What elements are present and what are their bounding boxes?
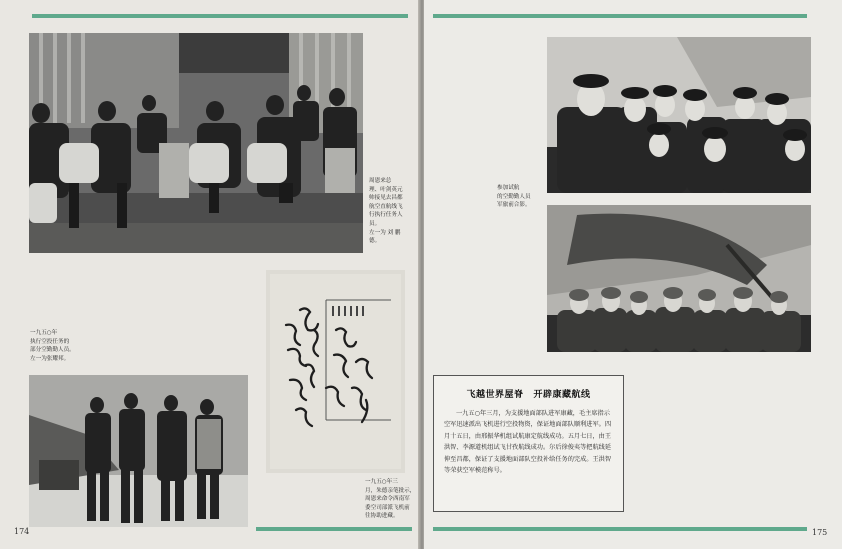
article-body: 一九五○年三月，为支援地面部队进军康藏，毛主席指示空军迅速派出飞机进行空投物资，保证地面部队顺利进军。四月十五日，由邢振华机组试航康定航线成功。五月七日，由王洪智、李源道机组试飞甘孜航线成功。尔后徐俊夷等把航线延伸至昌都，保证了支援地面部队空投补给任务的完成。王洪智等荣获空军模范称号。 <box>444 410 612 475</box>
meeting-photo <box>29 33 363 253</box>
bottom-rule <box>256 527 412 531</box>
aircraft-crew-photo <box>547 205 811 352</box>
crew-caption: 一九五○年 执行空投任务的 部分空勤勤人员。 左一为张耀邦。 <box>30 330 75 362</box>
top-rule-right <box>433 14 807 18</box>
bottom-rule-right <box>433 527 807 531</box>
article-box <box>433 375 624 512</box>
page-number-right: 175 <box>812 528 828 537</box>
page-number-left: 174 <box>14 527 30 536</box>
article-title-right: 开辟康藏航线 <box>533 390 591 400</box>
article-title-left: 飞越世界屋脊 <box>466 390 524 400</box>
left-page <box>0 0 420 549</box>
meeting-caption: 周恩来总 理、叶剑英元 帅接见去昌都 航空直航线飞 行执行任务人员。 左一为 刘 鹏 德。 <box>369 178 403 245</box>
top-rule <box>32 14 408 18</box>
crew-photo <box>29 375 248 527</box>
group-photo <box>547 37 811 193</box>
article-title <box>434 387 623 400</box>
handwritten-document <box>266 270 405 473</box>
group-caption: 参加试航 的空勤勤人员 军旅前合影。 <box>497 185 531 209</box>
document-caption: 一九五○年三 月，朱德亲笔批示， 周恩来命令西南军 委空司部派飞机前 往协助进藏。 <box>365 479 416 520</box>
